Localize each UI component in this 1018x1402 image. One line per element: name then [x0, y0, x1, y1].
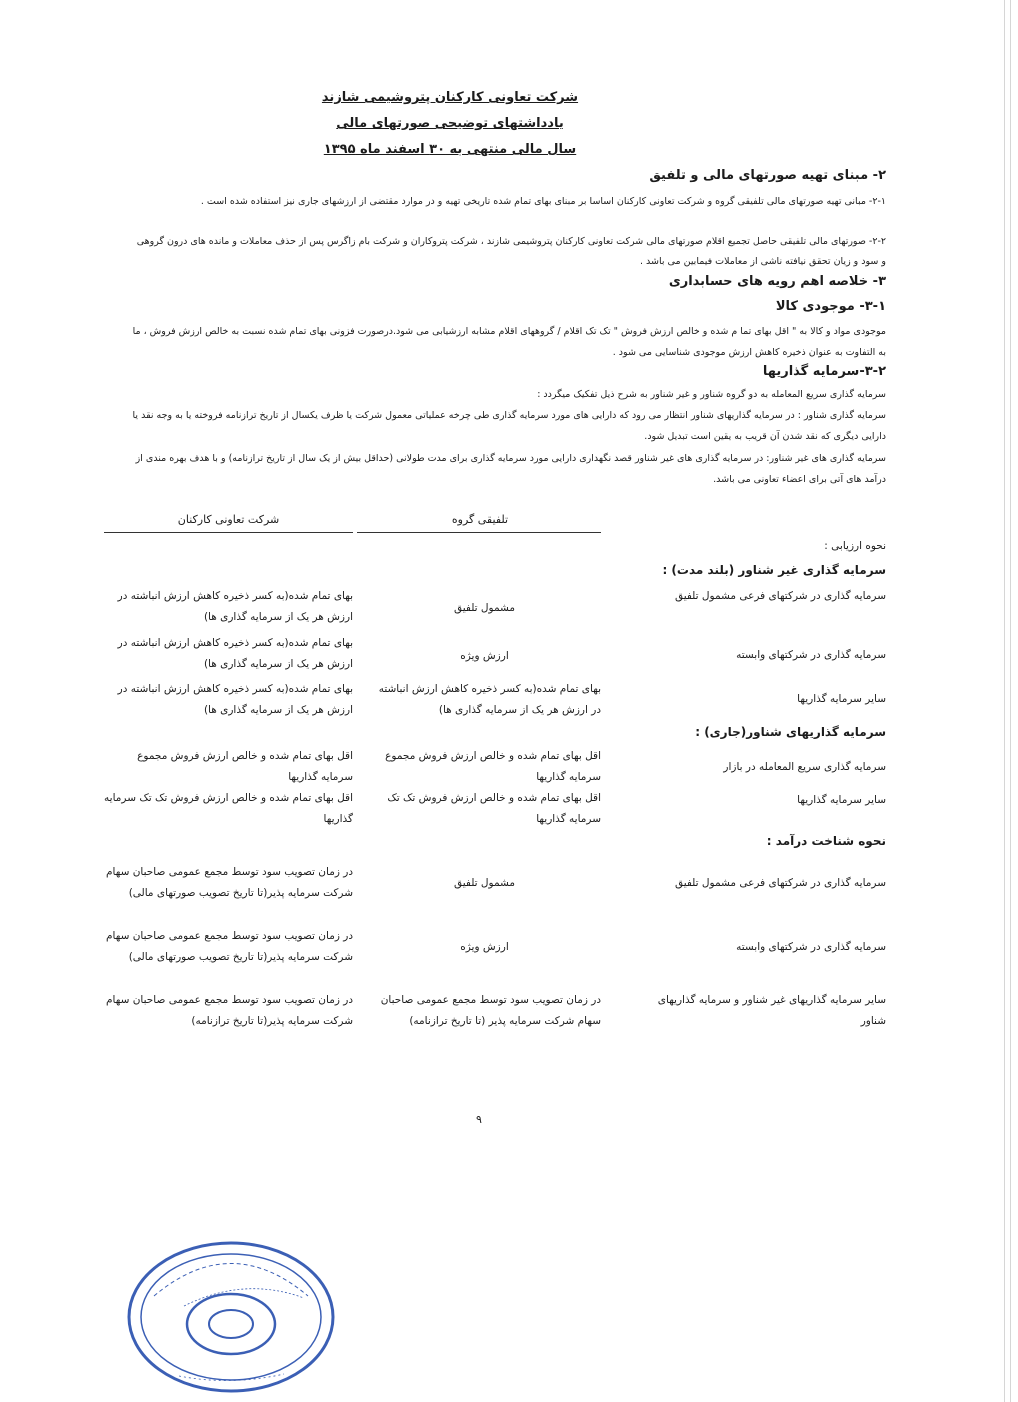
row-company-value: بهای تمام شده(به کسر ذخیره کاهش ارزش انباشته در ارزش هر یک از سرمایه گذاری ها) [117, 637, 353, 670]
column-header-group: تلفیقی گروه [451, 513, 509, 526]
inventory-title: ۳-۱- موجودی کالا [775, 299, 886, 314]
row-group-value: مشمول تلفیق [453, 602, 516, 614]
column-header-company: شرکت تعاونی کارکنان [177, 513, 280, 526]
section-3-title: ۳- خلاصه اهم رویه های حسابداری [668, 274, 886, 289]
row-group-value: در زمان تصویب سود توسط مجمع عمومی صاحبان سهام شرکت سرمایه پذیر (تا تاریخ ترازنامه) [380, 994, 601, 1027]
row-label: سایر سرمایه گذاریها [797, 794, 886, 806]
page-number: ۹ [476, 1113, 482, 1126]
row-group-value: ارزش ویژه [460, 650, 509, 662]
row-company-value: در زمان تصویب سود توسط مجمع عمومی صاحبان سهام شرکت سرمایه پذیر(تا تاریخ ترازنامه) [106, 994, 353, 1027]
investments-text-3: دارایی دیگری که نقد شدن آن قریب به یقین است تبدیل شود. [644, 431, 886, 442]
section-2-2-text-cont: و سود و زیان تحقق نیافته ناشی از معاملات فیمابین می باشد . [640, 256, 886, 267]
row-group-value: اقل بهای تمام شده و خالص ارزش فروش مجموع سرمایه گذاریها [385, 750, 601, 783]
row-label: سایر سرمایه گذاریهای غیر شناور و سرمایه گذاریهای شناور [657, 994, 886, 1027]
row-label: سرمایه گذاری در شرکتهای وابسته [736, 649, 886, 661]
row-company-value: در زمان تصویب سود توسط مجمع عمومی صاحبان سهام شرکت سرمایه پذیر(تا تاریخ تصویب صورتهای مالی) [106, 930, 353, 963]
section-2-2-text: ۲-۲- صورتهای مالی تلفیقی حاصل تجمیع اقلام صورتهای مالی شرکت تعاونی کارکنان پتروشیمی شازند ، شرکت پتروکاران و شرکت بام زاگرس پس از حذف معاملات و مانده های درون گروهی [136, 236, 886, 247]
investments-text-1: سرمایه گذاری سریع المعامله به دو گروه شناور و غیر شناور به شرح ذیل تفکیک میگردد : [537, 389, 886, 400]
valuation-label: نحوه ارزیابی : [824, 540, 886, 552]
column-header-rule [357, 532, 601, 533]
row-company-value: بهای تمام شده(به کسر ذخیره کاهش ارزش انباشته در ارزش هر یک از سرمایه گذاری ها) [117, 683, 353, 716]
row-group-value: ارزش ویژه [460, 941, 509, 953]
investments-text-2: سرمایه گذاری شناور : در سرمایه گذاریهای شناور انتظار می رود که دارایی های مورد سرمایه گذاری طی چرخه عملیاتی معمول شرکت یا ظرف یکسال از تاریخ ترازنامه فروخته یا به وجه نقد یا [132, 410, 886, 421]
noncurrent-heading: سرمایه گذاری غیر شناور (بلند مدت) : [662, 563, 886, 577]
company-title: شرکت تعاونی کارکنان پتروشیمی شازند [321, 90, 579, 105]
auditor-stamp [124, 1236, 338, 1398]
current-heading: سرمایه گذاریهای شناور(جاری) : [695, 725, 886, 739]
fiscal-period: سال مالی منتهی به ۳۰ اسفند ماه ۱۳۹۵ [323, 142, 577, 157]
scan-edge-line [1004, 0, 1005, 1402]
row-company-value: اقل بهای تمام شده و خالص ارزش فروش مجموع سرمایه گذاریها [137, 750, 353, 783]
row-label: سرمایه گذاری در شرکتهای وابسته [736, 941, 886, 953]
row-group-value: بهای تمام شده(به کسر ذخیره کاهش ارزش انباشته در ارزش هر یک از سرمایه گذاری ها) [378, 683, 601, 716]
income-heading: نحوه شناخت درآمد : [766, 834, 886, 848]
row-company-value: اقل بهای تمام شده و خالص ارزش فروش تک تک سرمایه گذاریها [104, 792, 353, 825]
section-2-title: ۲- مبنای تهیه صورتهای مالی و تلفیق [649, 168, 886, 183]
investments-title: ۳-۲-سرمایه گذاریها [762, 364, 886, 379]
row-label: سرمایه گذاری در شرکتهای فرعی مشمول تلفیق [674, 590, 886, 602]
investments-text-5: درآمد های آتی برای اعضاء تعاونی می باشد. [713, 474, 886, 485]
column-header-rule [104, 532, 353, 533]
inventory-text-cont: به التفاوت به عنوان ذخیره کاهش ارزش موجودی شناسایی می شود . [612, 347, 886, 358]
inventory-text: موجودی مواد و کالا به " اقل بهای تما م شده و خالص ارزش فروش " تک تک اقلام / گروههای اقلام مشابه ارزشیابی می شود.درصورت فزونی بهای تمام شده نسبت به خالص ارزش فروش ، ما [132, 326, 886, 337]
row-company-value: در زمان تصویب سود توسط مجمع عمومی صاحبان سهام شرکت سرمایه پذیر(تا تاریخ تصویب صورتهای مالی) [106, 866, 353, 899]
row-label: سایر سرمایه گذاریها [797, 693, 886, 705]
row-label: سرمایه گذاری سریع المعامله در بازار [723, 761, 886, 773]
investments-text-4: سرمایه گذاری های غیر شناور: در سرمایه گذاری های غیر شناور قصد نگهداری دارایی مورد سرمایه گذاری برای مدت طولانی (حداقل بیش از یک سال از تاریخ ترازنامه) و با هدف بهره مندی از [135, 453, 886, 464]
row-company-value: بهای تمام شده(به کسر ذخیره کاهش ارزش انباشته در ارزش هر یک از سرمایه گذاری ها) [117, 590, 353, 623]
row-group-value: اقل بهای تمام شده و خالص ارزش فروش تک تک سرمایه گذاریها [387, 792, 601, 825]
row-label: سرمایه گذاری در شرکتهای فرعی مشمول تلفیق [674, 877, 886, 889]
report-subtitle: یادداشتهای توضیحی صورتهای مالی [336, 116, 564, 131]
section-2-1-text: ۲-۱- مبانی تهیه صورتهای مالی تلفیقی گروه و شرکت تعاونی کارکنان اساسا بر مبنای بهای تمام شده تاریخی تهیه و در موارد مقتضی از ارزشهای جاری نیز استفاده شده است . [200, 196, 886, 207]
row-group-value: مشمول تلفیق [453, 877, 516, 889]
scan-edge-line [1010, 0, 1011, 1402]
